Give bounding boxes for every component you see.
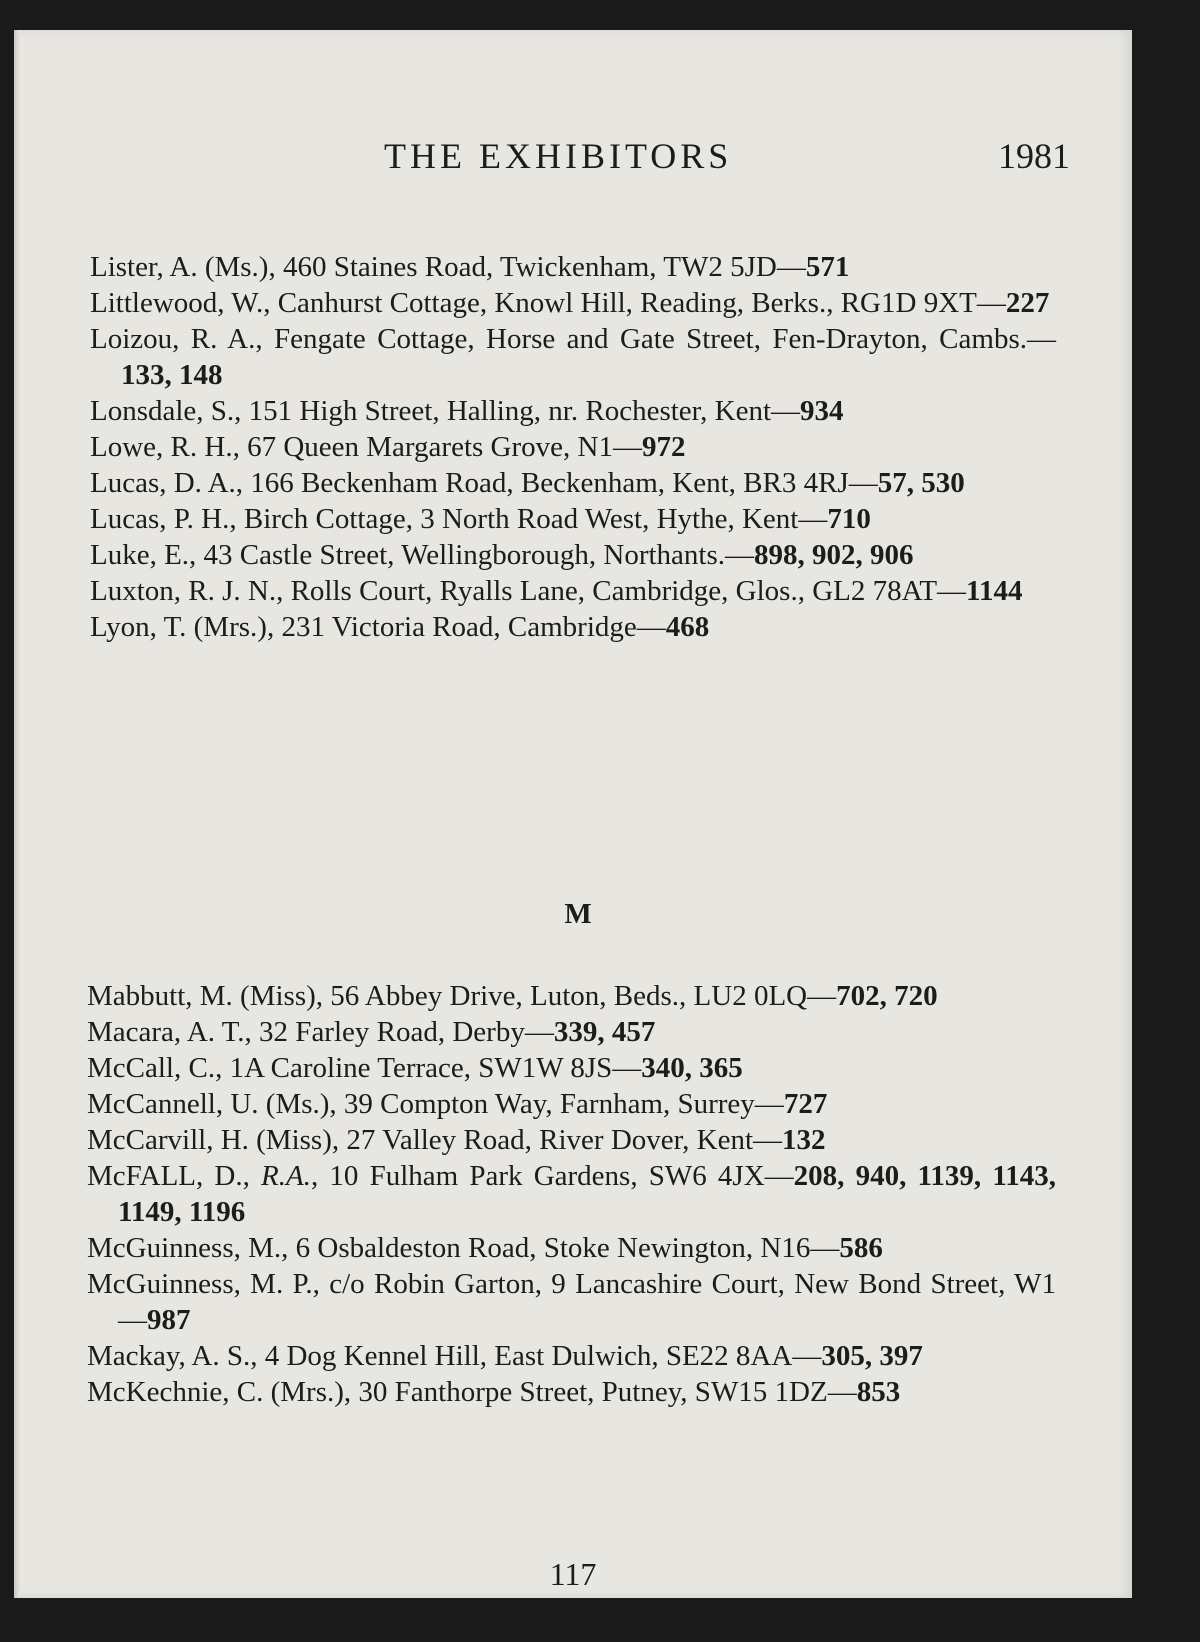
- exhibitor-entry: [14, 1014, 1132, 1050]
- exhibitor-list-l: [14, 249, 1132, 645]
- exhibitor-entry: [14, 573, 1132, 609]
- exhibitor-entry: [14, 537, 1132, 573]
- catalogue-numbers: 898, 902, 906: [754, 539, 914, 571]
- entry-text: McKechnie, C. (Mrs.), 30 Fanthorpe Street, Putney, SW15 1DZ—: [87, 1376, 857, 1408]
- entry-text: , 10 Fulham Park Gardens, SW6 4JX—: [310, 1160, 794, 1192]
- entry-name: McFALL, D.,: [87, 1160, 262, 1192]
- section-letter: M: [564, 898, 592, 930]
- exhibitor-entry: [14, 1086, 1132, 1122]
- entry-text: Lucas, D. A., 166 Beckenham Road, Beckenham, Kent, BR3 4RJ—: [90, 467, 878, 499]
- catalogue-numbers: 586: [839, 1232, 883, 1264]
- entry-text: Lowe, R. H., 67 Queen Margarets Grove, N1—: [90, 431, 642, 463]
- academician-suffix: R.A.: [261, 1160, 311, 1192]
- entry-text: Mackay, A. S., 4 Dog Kennel Hill, East Dulwich, SE22 8AA—: [87, 1340, 822, 1372]
- exhibitor-entry: [14, 1266, 1132, 1338]
- exhibitor-entry: [14, 978, 1132, 1014]
- entry-text: Mabbutt, M. (Miss), 56 Abbey Drive, Luton, Beds., LU2 0LQ—: [87, 980, 837, 1012]
- catalogue-numbers: 340, 365: [641, 1052, 743, 1084]
- exhibitor-list-m: [14, 978, 1132, 1410]
- catalogue-numbers: 339, 457: [553, 1016, 656, 1048]
- exhibitor-entry: [14, 501, 1132, 537]
- running-head: [14, 135, 1132, 185]
- exhibitor-entry: [14, 1122, 1132, 1158]
- entry-text: Luxton, R. J. N., Rolls Court, Ryalls Lane, Cambridge, Glos., GL2 78AT—: [90, 575, 967, 607]
- entry-text: Lyon, T. (Mrs.), 231 Victoria Road, Cambridge—: [90, 611, 666, 643]
- catalogue-numbers: 702, 720: [836, 980, 938, 1012]
- book-page: [14, 30, 1132, 1598]
- catalogue-numbers: 132: [782, 1124, 826, 1156]
- exhibitor-entry: [14, 1374, 1132, 1410]
- catalogue-numbers: 987: [147, 1304, 191, 1336]
- exhibitor-entry: [14, 1050, 1132, 1086]
- running-title: THE EXHIBITORS: [384, 136, 733, 176]
- running-year: 1981: [998, 136, 1070, 176]
- exhibitor-entry: [14, 1338, 1132, 1374]
- entry-text: Lister, A. (Ms.), 460 Staines Road, Twickenham, TW2 5JD—: [90, 251, 806, 283]
- catalogue-numbers: 853: [856, 1376, 901, 1408]
- catalogue-numbers: 571: [805, 251, 850, 283]
- entry-text: Macara, A. T., 32 Farley Road, Derby—: [87, 1016, 554, 1048]
- entry-text: McGuinness, M., 6 Osbaldeston Road, Stoke Newington, N16—: [87, 1232, 840, 1264]
- catalogue-numbers: 57, 530: [877, 467, 965, 499]
- exhibitor-entry: [14, 1158, 1132, 1230]
- entry-text: Littlewood, W., Canhurst Cottage, Knowl Hill, Reading, Berks., RG1D 9XT—: [90, 287, 1006, 319]
- catalogue-numbers: 468: [665, 611, 710, 643]
- exhibitor-entry: [14, 465, 1132, 501]
- exhibitor-entry: [14, 429, 1132, 465]
- entry-text: Lucas, P. H., Birch Cottage, 3 North Road West, Hythe, Kent—: [90, 503, 828, 535]
- entry-text: McCall, C., 1A Caroline Terrace, SW1W 8JS—: [87, 1052, 642, 1084]
- entry-text: McCannell, U. (Ms.), 39 Compton Way, Farnham, Surrey—: [87, 1088, 784, 1120]
- catalogue-numbers: 710: [827, 503, 871, 535]
- exhibitor-entry: [14, 393, 1132, 429]
- exhibitor-entry: [14, 609, 1132, 645]
- catalogue-numbers: 208, 940, 1139, 1143, 1149, 1196: [118, 1160, 1056, 1228]
- exhibitor-entry: [14, 321, 1132, 393]
- page-number: 117: [549, 1556, 597, 1592]
- catalogue-numbers: 972: [641, 431, 686, 463]
- exhibitor-entry: [14, 285, 1132, 321]
- exhibitor-entry: [14, 1230, 1132, 1266]
- catalogue-numbers: 227: [1005, 287, 1050, 319]
- catalogue-numbers: 305, 397: [821, 1340, 923, 1372]
- entry-text: Loizou, R. A., Fengate Cottage, Horse and Gate Street, Fen-Drayton, Cambs.—: [90, 323, 1056, 355]
- entry-text: McCarvill, H. (Miss), 27 Valley Road, River Dover, Kent—: [87, 1124, 783, 1156]
- entry-text: Luke, E., 43 Castle Street, Wellingborough, Northants.—: [90, 539, 755, 571]
- entry-text: Lonsdale, S., 151 High Street, Halling, nr. Rochester, Kent—: [90, 395, 801, 427]
- exhibitor-entry: [14, 249, 1132, 285]
- catalogue-numbers: 727: [783, 1088, 828, 1120]
- catalogue-numbers: 133, 148: [121, 359, 223, 391]
- catalogue-numbers: 1144: [966, 575, 1023, 607]
- catalogue-numbers: 934: [800, 395, 844, 427]
- entry-text: McGuinness, M. P., c/o Robin Garton, 9 Lancashire Court, New Bond Street, W1—: [87, 1268, 1056, 1336]
